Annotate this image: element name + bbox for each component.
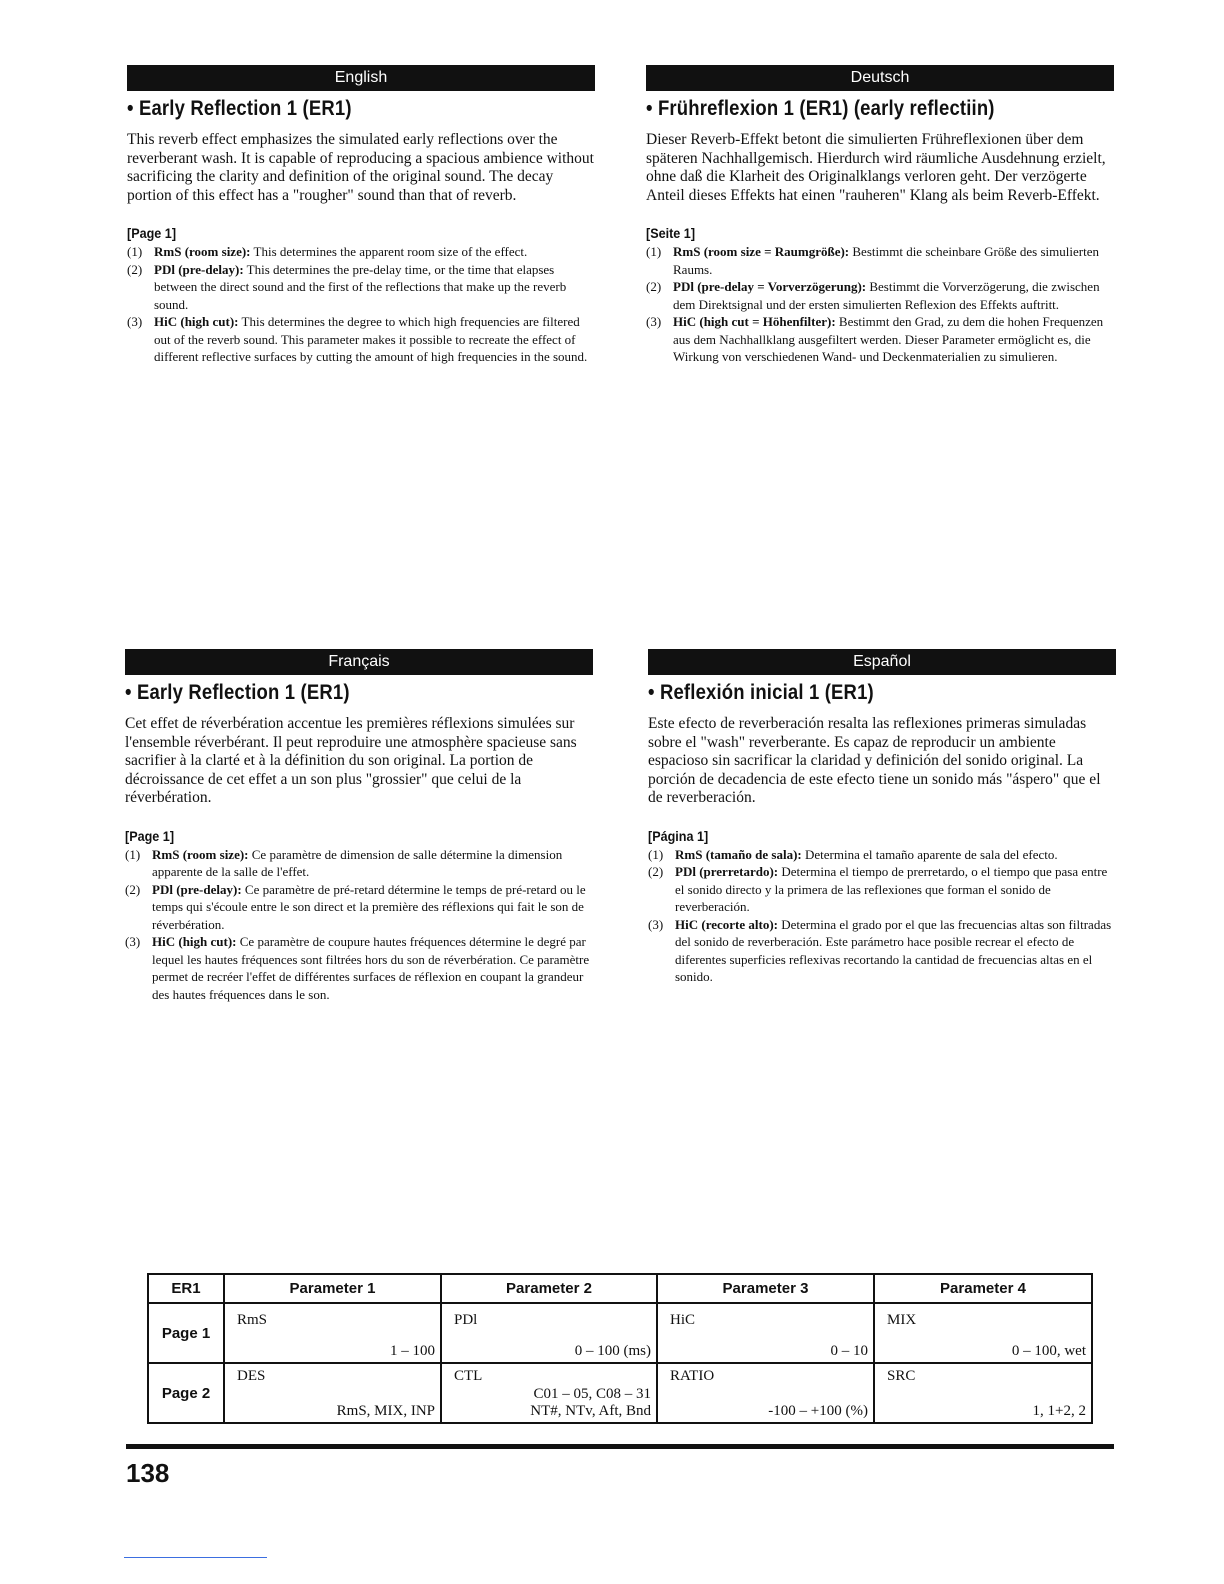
parameter-list — [646, 243, 1114, 366]
cell-range: 1, 1+2, 2 — [1032, 1403, 1086, 1419]
item-number: (2) — [648, 864, 664, 880]
page-label: [Página 1] — [648, 827, 709, 844]
parameter-item — [646, 243, 1114, 278]
section-heading: • Frühreflexion 1 (ER1) (early reflectiin) — [646, 97, 995, 120]
cell-param-name: DES — [237, 1368, 266, 1384]
intro-paragraph: Dieser Reverb-Effekt betont die simulierten Frühreflexionen über dem späteren Nachhallgemisch. Hierdurch wird räumliche Ausdehnung erzielt, ohne daß die Klarheit des Originalklangs verloren geht. Der verzögerte Anteil dieses Effekts hat einen "rauheren" Klang als beim Reverb-Effekt. — [646, 131, 1106, 204]
cell-range: RmS, MIX, INP — [336, 1403, 435, 1419]
table-header: Parameter 2 — [441, 1274, 657, 1303]
page-label: [Seite 1] — [646, 225, 696, 242]
intro-paragraph: This reverb effect emphasizes the simulated early reflections over the reverberant wash. It is capable of reproducing a spacious ambience without sacrificing the clarity and definition of the original sound. The decay portion of this effect has a "rougher" sound than that of reverb. — [127, 131, 594, 204]
parameter-item — [125, 881, 593, 934]
section-heading: • Early Reflection 1 (ER1) — [127, 97, 352, 120]
cell-range: 0 – 100 (ms) — [574, 1343, 651, 1359]
param-name: PDl (pre-delay): — [152, 881, 242, 897]
param-desc: Ce paramètre de dimension de salle détermine la dimension apparente de la salle de l'effet. — [152, 846, 563, 880]
language-bar: English — [127, 65, 595, 91]
cell-param-name: RmS — [237, 1312, 268, 1328]
footer-rule — [126, 1444, 1114, 1449]
cell-param-name: RATIO — [670, 1368, 715, 1384]
param-desc: Bestimmt die Vorverzögerung, die zwischen dem Direktsignal und der ersten simulierten Reflexion des Effekts auftritt. — [673, 279, 1100, 312]
cell-param-name: PDl — [454, 1312, 478, 1328]
item-number: (1) — [646, 244, 662, 260]
cell-param-name: HiC — [670, 1312, 696, 1328]
param-desc: Bestimmt die scheinbare Größe des simulierten Raums. — [673, 244, 1099, 277]
page-label: [Page 1] — [125, 827, 175, 844]
table-cell — [224, 1303, 441, 1363]
intro-paragraph: Este efecto de reverberación resalta las reflexiones primeras simuladas sobre el "wash" reverberante. Es capaz de reproducir un ambiente espacioso sin sacrificar la claridad y definición del sonido original. La porción de decadencia de este efecto tiene un sonido más "áspero" que el de reverberación. — [648, 715, 1101, 807]
table-header: Parameter 1 — [224, 1274, 441, 1303]
item-number: (1) — [648, 846, 664, 862]
param-desc: Bestimmt den Grad, zu dem die hohen Frequenzen aus dem Nachhallklang ausgefiltert werden. Dieser Parameter ermöglicht es, die Wirkung von verschiedenen Wand- und Deckenmaterialien zu simulieren. — [673, 314, 1104, 365]
param-name: PDl (pre-delay): — [154, 261, 244, 277]
item-number: (2) — [127, 261, 143, 277]
cell-range: 0 – 10 — [830, 1343, 868, 1359]
section-heading: • Early Reflection 1 (ER1) — [125, 681, 350, 704]
item-number: (3) — [648, 916, 664, 932]
table-cell — [657, 1363, 874, 1423]
param-name: HiC (high cut = Höhenfilter): — [673, 314, 836, 330]
parameter-item — [648, 916, 1116, 986]
bottom-underline — [124, 1557, 267, 1558]
item-number: (3) — [127, 314, 143, 330]
parameter-list — [125, 846, 593, 1004]
item-number: (3) — [125, 934, 141, 950]
param-name: RmS (tamaño de sala): — [675, 846, 802, 862]
cell-range: 0 – 100, wet — [1011, 1343, 1086, 1359]
parameter-item — [127, 243, 595, 261]
table-row — [148, 1303, 1092, 1363]
parameter-item — [125, 933, 593, 1003]
parameter-list — [648, 846, 1116, 986]
table-header-row — [148, 1274, 1092, 1303]
param-desc: Determina el grado por el que las frecuencias altas son filtradas del sonido de reverberación. Este parámetro hace posible recrear el efecto de diferentes superficies reflexivas recortando la cantidad de frecuencias altas en el sonido. — [675, 916, 1112, 985]
param-desc: Ce paramètre de coupure hautes fréquences détermine le degré par lequel les hautes fréquences sont filtrées hors du son de réverbération. Ce paramètre permet de recréer l'effet de différentes surfaces de réflexion en coupant la grandeur des hautes fréquences dans le son. — [152, 934, 590, 1002]
parameter-item — [127, 313, 595, 366]
parameter-item — [125, 846, 593, 881]
cell-range: -100 – +100 (%) — [768, 1403, 868, 1419]
param-desc: Determina el tamaño aparente de sala del efecto. — [805, 846, 1058, 862]
row-label: Page 2 — [148, 1363, 224, 1423]
section-espanol — [648, 649, 1116, 986]
parameter-item — [648, 863, 1116, 916]
param-desc: This determines the pre-delay time, or the time that elapses between the direct sound and the first of the reflections that make up the reverb sound. — [154, 261, 567, 312]
table-cell — [441, 1363, 657, 1423]
parameter-item — [648, 846, 1116, 864]
cell-param-name: SRC — [887, 1368, 916, 1384]
param-name: HiC (high cut): — [154, 314, 239, 330]
intro-paragraph: Cet effet de réverbération accentue les premières réflexions simulées sur l'ensemble réverbérant. Il peut reproduire une atmosphère spacieuse sans sacrifier à la clarté et à la définition du son original. La portion de décroissance de cet effet a un son plus "grossier" que celui de la réverbération. — [125, 715, 577, 807]
parameter-list — [127, 243, 595, 366]
section-deutsch — [646, 65, 1114, 366]
table-cell — [657, 1303, 874, 1363]
parameter-item — [646, 278, 1114, 313]
parameter-table — [147, 1273, 1093, 1424]
table-row — [148, 1363, 1092, 1423]
param-name: PDl (prerretardo): — [675, 864, 779, 880]
param-desc: This determines the apparent room size of the effect. — [253, 244, 528, 260]
cell-range: 1 – 100 — [390, 1343, 435, 1359]
param-name: PDl (pre-delay = Vorverzögerung): — [673, 279, 867, 295]
param-name: RmS (room size): — [154, 244, 251, 260]
param-name: HiC (high cut): — [152, 934, 237, 950]
param-name: RmS (room size = Raumgröße): — [673, 244, 850, 260]
cell-range: C01 – 05, C08 – 31 NT#, NTv, Aft, Bnd — [530, 1386, 651, 1419]
param-desc: Ce paramètre de pré-retard détermine le temps de pré-retard ou le temps qui s'écoule entre le son direct et la première des réflexions qui fait le son de réverbération. — [152, 881, 586, 932]
row-label: Page 1 — [148, 1303, 224, 1363]
item-number: (3) — [646, 314, 662, 330]
language-bar: Deutsch — [646, 65, 1114, 91]
table-cell — [874, 1363, 1092, 1423]
param-desc: Determina el tiempo de prerretardo, o el tiempo que pasa entre el sonido directo y la primera de las reflexiones que forman el sonido de reverberación. — [675, 864, 1108, 915]
section-english — [127, 65, 595, 366]
parameter-item — [646, 313, 1114, 366]
item-number: (1) — [125, 846, 141, 862]
cell-param-name: MIX — [887, 1312, 917, 1328]
table-cell — [874, 1303, 1092, 1363]
item-number: (1) — [127, 244, 143, 260]
item-number: (2) — [125, 881, 141, 897]
page-number: 138 — [126, 1458, 170, 1488]
table-header: Parameter 4 — [874, 1274, 1092, 1303]
param-name: HiC (recorte alto): — [675, 916, 778, 932]
section-heading: • Reflexión inicial 1 (ER1) — [648, 681, 874, 704]
language-bar: Français — [125, 649, 593, 675]
cell-param-name: CTL — [454, 1368, 483, 1384]
table-header: Parameter 3 — [657, 1274, 874, 1303]
parameter-item — [127, 261, 595, 314]
param-desc: This determines the degree to which high frequencies are filtered out of the reverb sound. This parameter makes it possible to recreate the effect of different reflective surfaces by cutting the amount of high frequencies in the sound. — [154, 314, 588, 365]
table-cell — [441, 1303, 657, 1363]
param-name: RmS (room size): — [152, 846, 249, 862]
table-header: ER1 — [148, 1274, 224, 1303]
table-cell — [224, 1363, 441, 1423]
item-number: (2) — [646, 279, 662, 295]
page-label: [Page 1] — [127, 225, 177, 242]
section-francais — [125, 649, 593, 1003]
language-bar: Español — [648, 649, 1116, 675]
